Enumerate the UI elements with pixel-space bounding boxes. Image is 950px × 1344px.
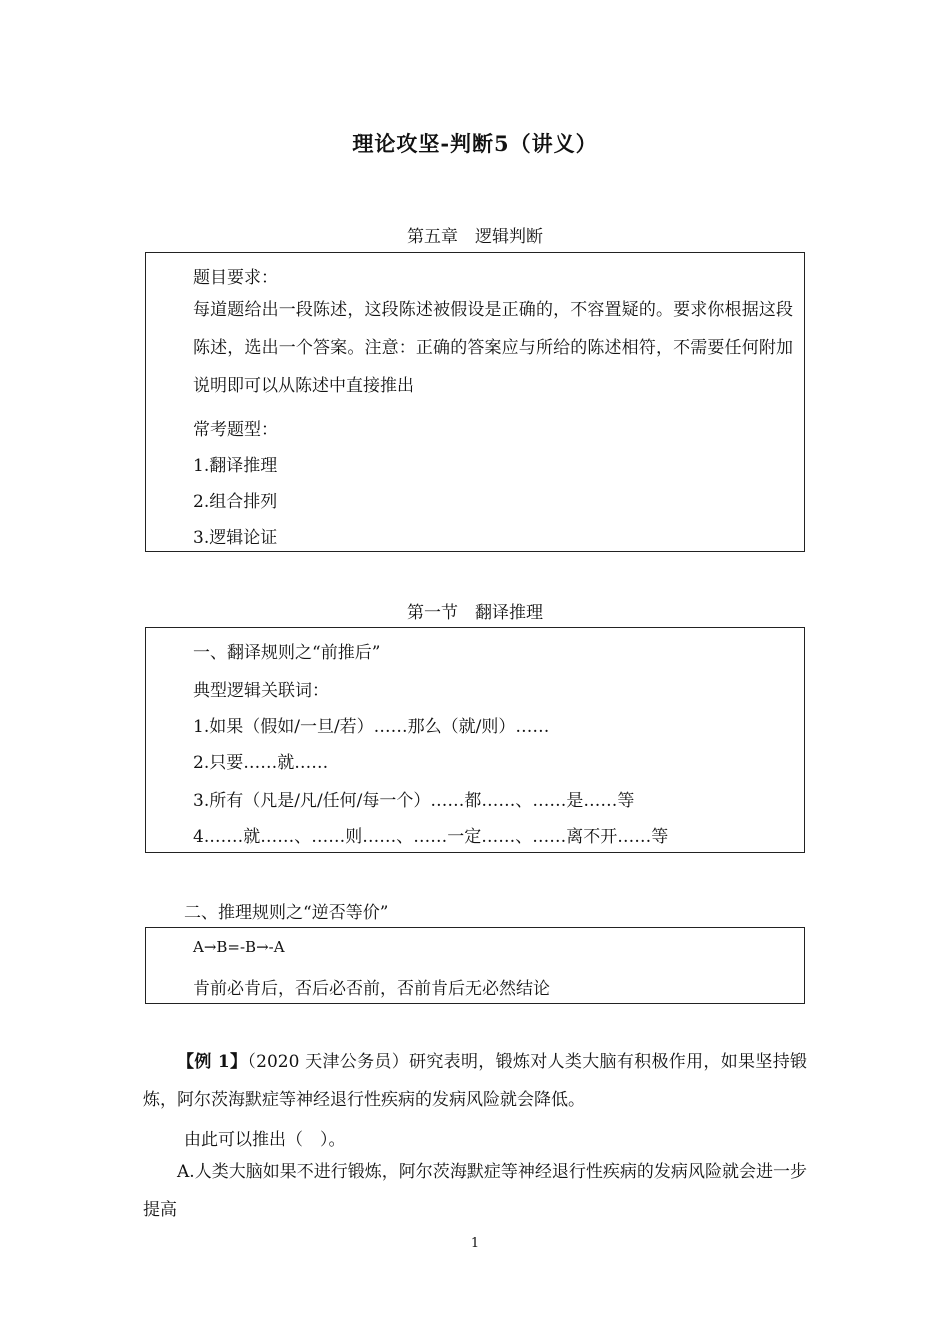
- example-tag: 【例 1】: [177, 1052, 248, 1072]
- type-item: 1.翻译推理: [193, 456, 278, 476]
- rule-summary: 肯前必肯后，否后必否前，否前肯后无必然结论: [193, 979, 550, 999]
- example-body: （2020 天津公务员）研究表明，锻炼对人类大脑有积极作用，如果坚持锻炼，阿尔茨海默症等神经退行性疾病的发病风险就会降低。: [143, 1052, 808, 1110]
- example-text: [143, 1043, 807, 1119]
- requirements-text: 每道题给出一段陈述，这段陈述被假设是正确的，不容置疑的。要求你根据这段陈述，选出一个答案。注意：正确的答案应与所给的陈述相符，不需要任何附加说明即可以从陈述中直接推出: [193, 300, 793, 396]
- requirements-box: [145, 252, 805, 552]
- requirements-label: 题目要求：: [193, 268, 278, 288]
- translation-rules-box: [145, 627, 805, 853]
- section1-heading: 第一节 翻译推理: [407, 603, 543, 623]
- formula: A→B=-B→-A: [193, 938, 285, 956]
- option-a: A.人类大脑如果不进行锻炼，阿尔茨海默症等神经退行性疾病的发病风险就会进一步提高: [143, 1162, 807, 1220]
- section2-title: 二、推理规则之“逆否等价”: [184, 903, 389, 923]
- contrapositive-box: [145, 927, 805, 1004]
- keyword-item: 4.……就……、……则……、……一定……、……离不开……等: [193, 827, 669, 847]
- example-question: 由此可以推出（ ）。: [184, 1130, 346, 1150]
- keyword-item: 1.如果（假如/一旦/若）……那么（就/则）……: [193, 717, 550, 737]
- chapter-heading: 第五章 逻辑判断: [407, 227, 543, 247]
- type-item: 3.逻辑论证: [193, 528, 278, 548]
- page-number: 1: [470, 1236, 480, 1251]
- type-item: 2.组合排列: [193, 492, 278, 512]
- keyword-item: 3.所有（凡是/凡/任何/每一个）……都……、……是……等: [193, 791, 635, 811]
- keyword-item: 2.只要……就……: [193, 753, 329, 773]
- types-label: 常考题型：: [193, 420, 278, 440]
- document-title: 理论攻坚-判断5（讲义）: [352, 131, 598, 156]
- rule-title: 一、翻译规则之“前推后”: [193, 643, 381, 663]
- keywords-label: 典型逻辑关联词：: [193, 681, 329, 701]
